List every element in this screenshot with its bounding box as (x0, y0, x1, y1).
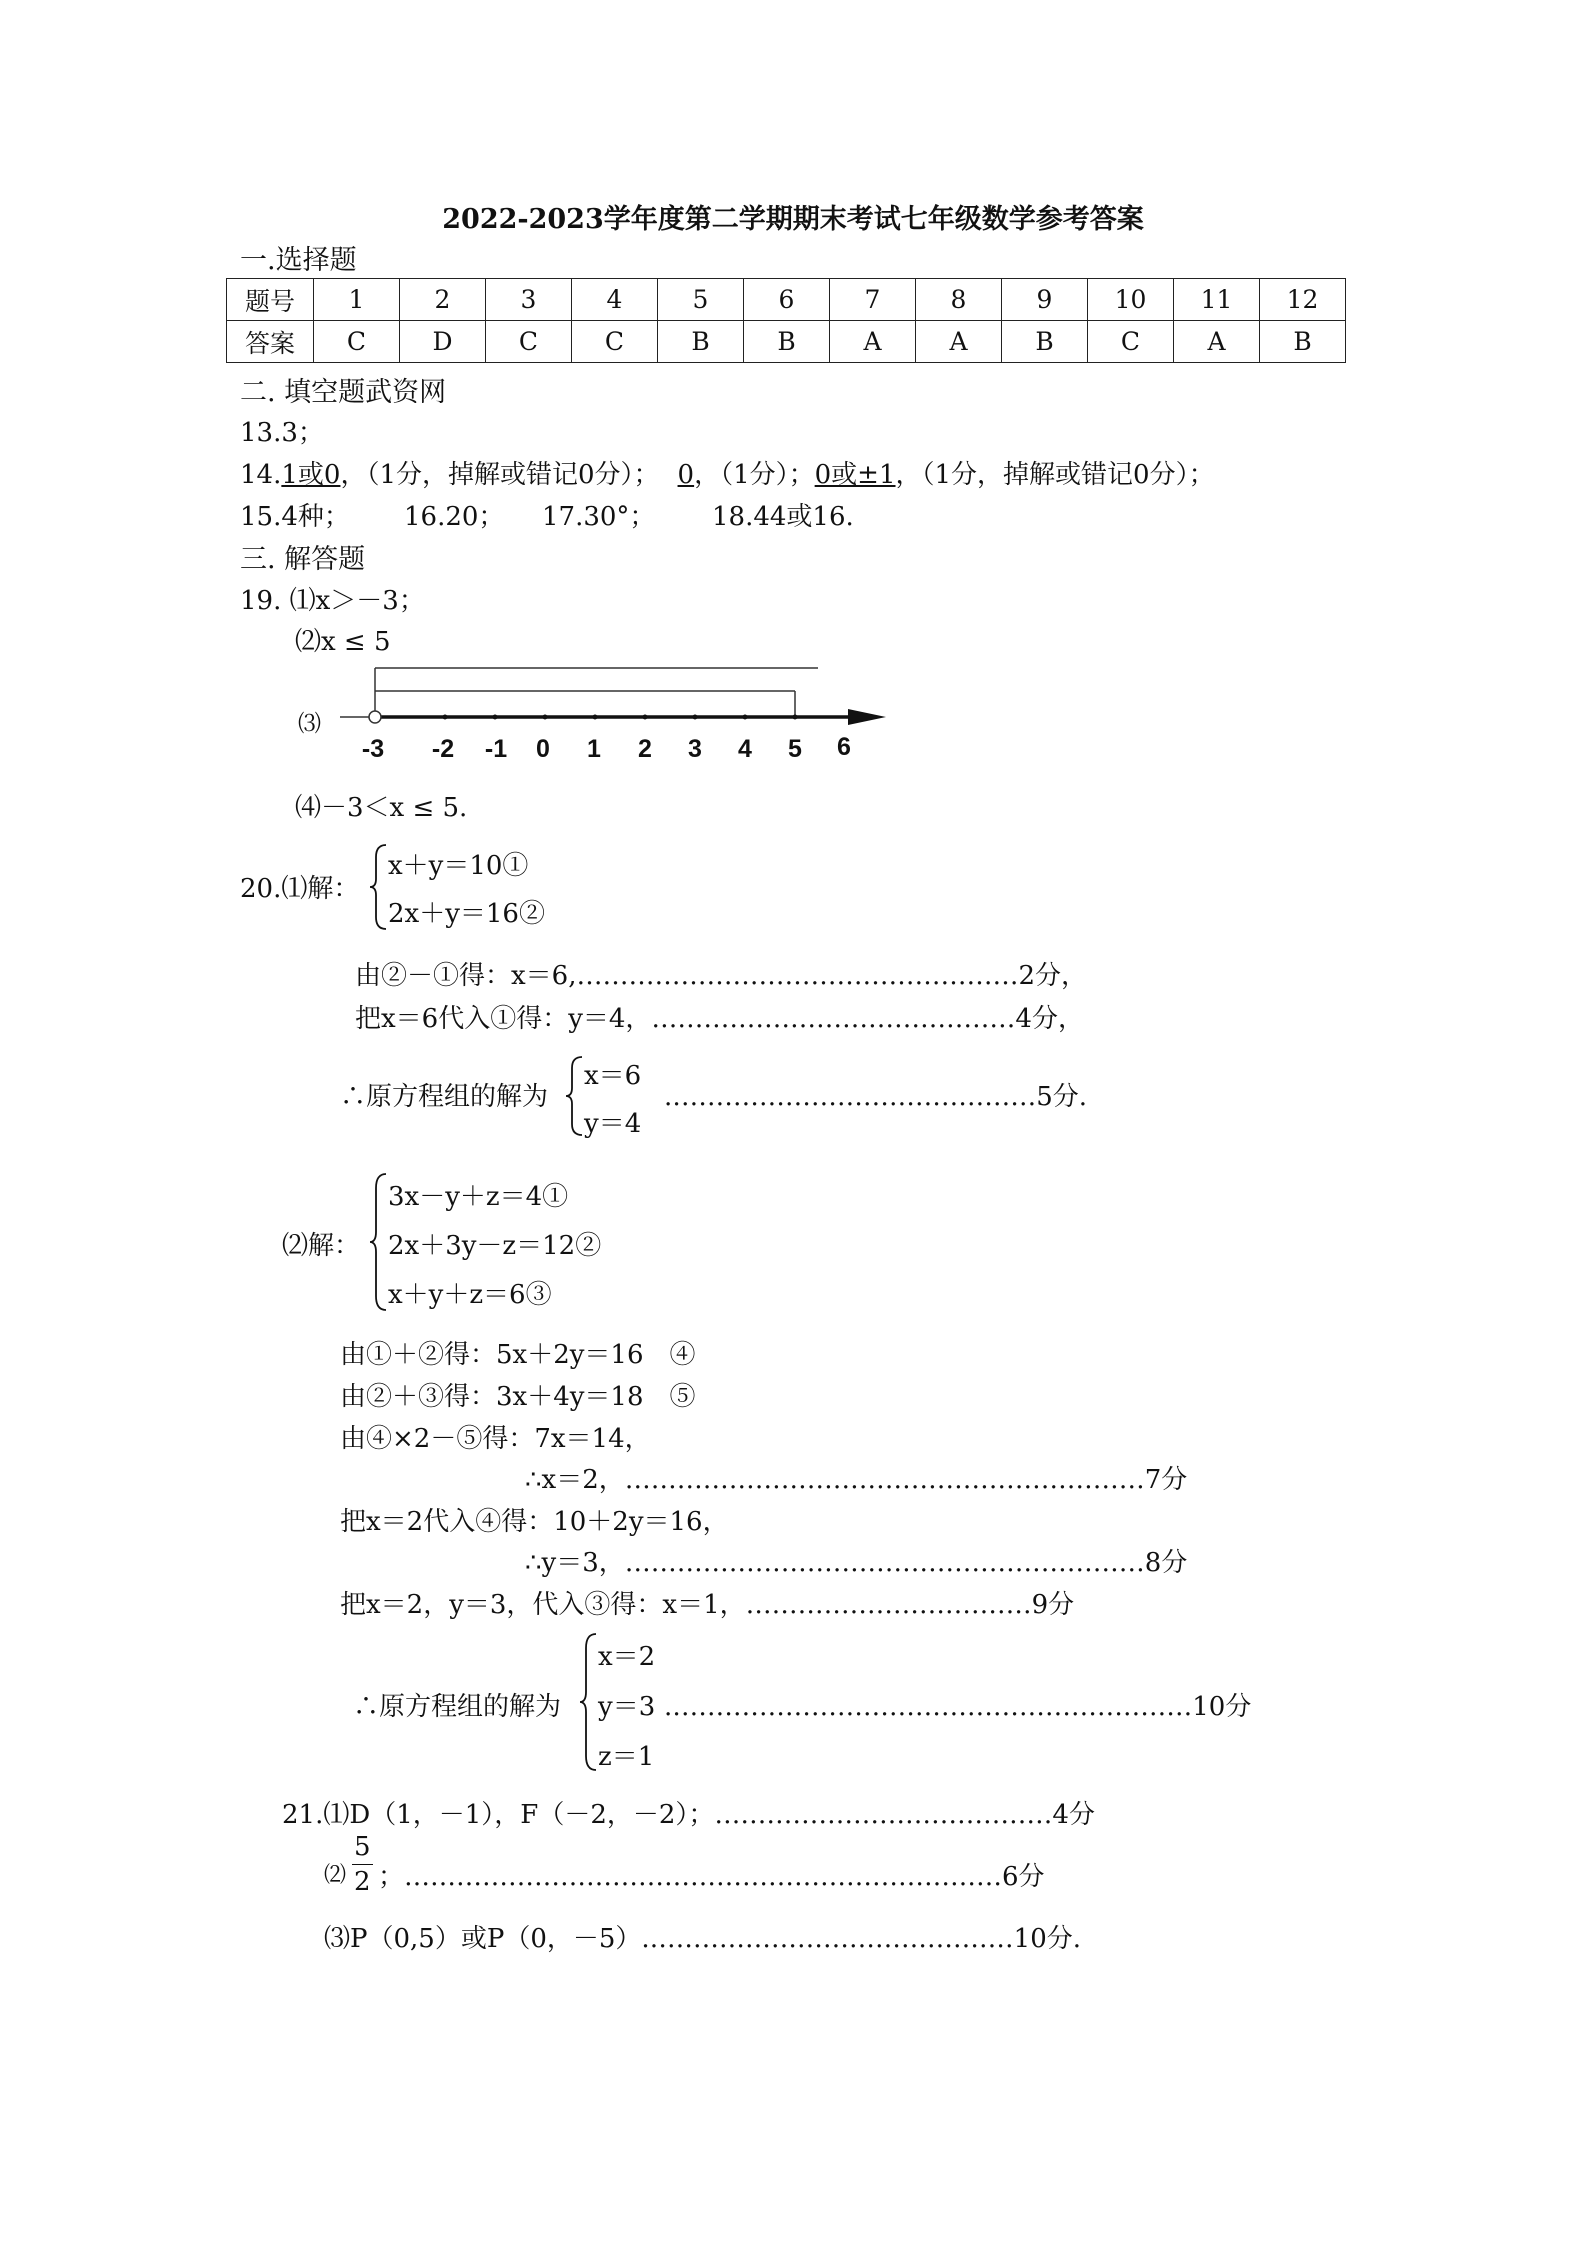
section-solve-heading: 三. 解答题 (240, 544, 366, 575)
tick-label: 3 (688, 735, 702, 763)
table-row-answers (227, 321, 1346, 363)
step-line: 由②＋③得：3x＋4y＝18 ⑤ (340, 1382, 696, 1412)
tick-label: -1 (484, 735, 508, 763)
tick-label: 0 (536, 735, 550, 763)
page-title: 2022-2023学年度第二学期期末考试七年级数学参考答案 (442, 204, 1144, 235)
answer-19-part-4: ⑷－3＜x ≤ 5. (295, 793, 468, 823)
axis-arrow-icon (848, 709, 886, 725)
answer-14-value-1: 1或0 (281, 460, 341, 490)
solution-2-y: y＝3 (598, 1692, 656, 1722)
step-line: 把x＝2，y＝3，代入③得：x＝1，……………………………9分 (340, 1590, 1075, 1620)
tick-dot (693, 715, 698, 720)
tick-label: 2 (638, 735, 652, 763)
table-cell: 11 (1174, 279, 1260, 321)
step-line: 由④×2－⑤得：7x＝14， (340, 1424, 651, 1454)
step-line: ∴x＝2，……………………………………………………7分 (525, 1465, 1188, 1495)
answer-table (226, 278, 1346, 363)
step-line: 把x＝6代入①得：y＝4，……………………………………4分， (355, 1004, 1084, 1034)
table-cell: B (1260, 321, 1346, 363)
tick-label: 4 (738, 735, 752, 763)
answer-19-part-1: 19. ⑴x＞－3； (240, 586, 425, 616)
tick-label: 6 (837, 733, 851, 761)
solution-1-score: .……………………………………5分. (664, 1082, 1088, 1112)
answer-19-part-2: ⑵x ≤ 5 (295, 627, 391, 657)
table-cell: 12 (1260, 279, 1346, 321)
answer-19-part-3-label: ⑶ (298, 711, 321, 737)
table-cell: 3 (486, 279, 572, 321)
solution-2-score: .……………………………………………………10分 (664, 1692, 1252, 1722)
table-cell: C (1088, 321, 1174, 363)
answer-21-part-1: 21.⑴D（1，－1），F（－2，－2）；…………………………………4分 (282, 1800, 1095, 1830)
tick-dot (493, 715, 498, 720)
solution-1-prefix: ∴原方程组的解为 (340, 1082, 549, 1112)
table-cell: C (314, 321, 400, 363)
answer-21-part-2-label: ⑵ (324, 1863, 347, 1888)
tick-label: 5 (788, 735, 802, 763)
answer-14-value-3: 0或±1 (814, 460, 896, 490)
table-cell: 2 (400, 279, 486, 321)
solution-2-prefix: ∴原方程组的解为 (353, 1692, 562, 1722)
answer-14 (240, 454, 1215, 491)
answer-18: 18.44或16. (712, 502, 854, 532)
tick-dot (593, 715, 598, 720)
table-cell: B (744, 321, 830, 363)
fraction (352, 1830, 373, 1899)
tick-dot (793, 715, 798, 720)
step-line: ∴y＝3，……………………………………………………8分 (525, 1548, 1188, 1578)
table-cell: C (572, 321, 658, 363)
brace-icon (370, 1172, 390, 1312)
number-line-diagram (330, 655, 900, 770)
table-cell: 6 (744, 279, 830, 321)
system-2-equation-2: 2x＋3y－z＝12② (388, 1231, 602, 1261)
system-1-equation-2: 2x＋y＝16② (388, 899, 545, 929)
tick-label: -2 (431, 735, 455, 763)
answer-16: 16.20； (404, 502, 505, 532)
table-row-label: 题号 (227, 279, 314, 321)
table-row-label: 答案 (227, 321, 314, 363)
answer-14-note-1: ，（1分，掉解或错记0分）； (340, 460, 660, 490)
system-2-equation-1: 3x－y＋z＝4① (388, 1182, 569, 1212)
section-fill-heading: 二. 填空题武资网 (240, 377, 447, 408)
answer-21-part-3: ⑶P（0,5）或P（0，－5）.……………………………………10分. (324, 1924, 1082, 1954)
brace-icon (566, 1055, 586, 1137)
table-cell: 8 (916, 279, 1002, 321)
system-1-equation-1: x＋y＝10① (388, 851, 529, 881)
brace-icon (370, 843, 390, 931)
fraction-numerator: 5 (352, 1830, 373, 1865)
step-line: 由①＋②得：5x＋2y＝16 ④ (340, 1340, 696, 1370)
answer-14-value-2: 0 (677, 460, 695, 490)
table-cell: B (1002, 321, 1088, 363)
system-2-equation-3: x＋y＋z＝6③ (388, 1280, 552, 1310)
tick-dot (743, 715, 748, 720)
table-cell: 5 (658, 279, 744, 321)
solution-1-x: x＝6 (584, 1061, 642, 1091)
tick-label: 1 (587, 735, 601, 763)
answer-21-part-2-score: ；……………………………………………………………6分 (378, 1862, 1045, 1892)
section-choice-heading: 一.选择题 (240, 245, 357, 276)
table-cell: A (830, 321, 916, 363)
table-cell: 1 (314, 279, 400, 321)
open-point-icon (369, 711, 381, 723)
answer-13: 13.3； (240, 418, 324, 448)
fraction-denominator: 2 (354, 1867, 371, 1897)
table-cell: 7 (830, 279, 916, 321)
solution-1-y: y＝4 (584, 1109, 642, 1139)
table-cell: B (658, 321, 744, 363)
table-cell: 9 (1002, 279, 1088, 321)
tick-label: -3 (361, 735, 385, 763)
answer-15: 15.4种； (240, 502, 350, 532)
step-line: 把x＝2代入④得：10＋2y＝16， (340, 1507, 729, 1537)
brace-icon (580, 1632, 600, 1772)
answer-14-prefix: 14. (240, 460, 282, 490)
table-cell: A (916, 321, 1002, 363)
table-cell: A (1174, 321, 1260, 363)
answer-14-note-2: ，（1分）； (694, 460, 815, 490)
table-cell: C (486, 321, 572, 363)
tick-dot (443, 715, 448, 720)
answer-14-note-3: ，（1分，掉解或错记0分）； (895, 460, 1215, 490)
table-cell: D (400, 321, 486, 363)
tick-dot (543, 715, 548, 720)
tick-dot (643, 715, 648, 720)
step-line: 由②－①得：x＝6,……………………………………………2分， (355, 961, 1088, 991)
solution-2-x: x＝2 (598, 1642, 656, 1672)
table-row-numbers (227, 279, 1346, 321)
solution-2-z: z＝1 (598, 1742, 655, 1772)
table-cell: 4 (572, 279, 658, 321)
answer-17: 17.30°； (542, 502, 656, 532)
answer-20-part-2-label: ⑵解： (282, 1231, 361, 1261)
answer-20-part-1-label: 20.⑴解： (240, 874, 360, 904)
table-cell: 10 (1088, 279, 1174, 321)
